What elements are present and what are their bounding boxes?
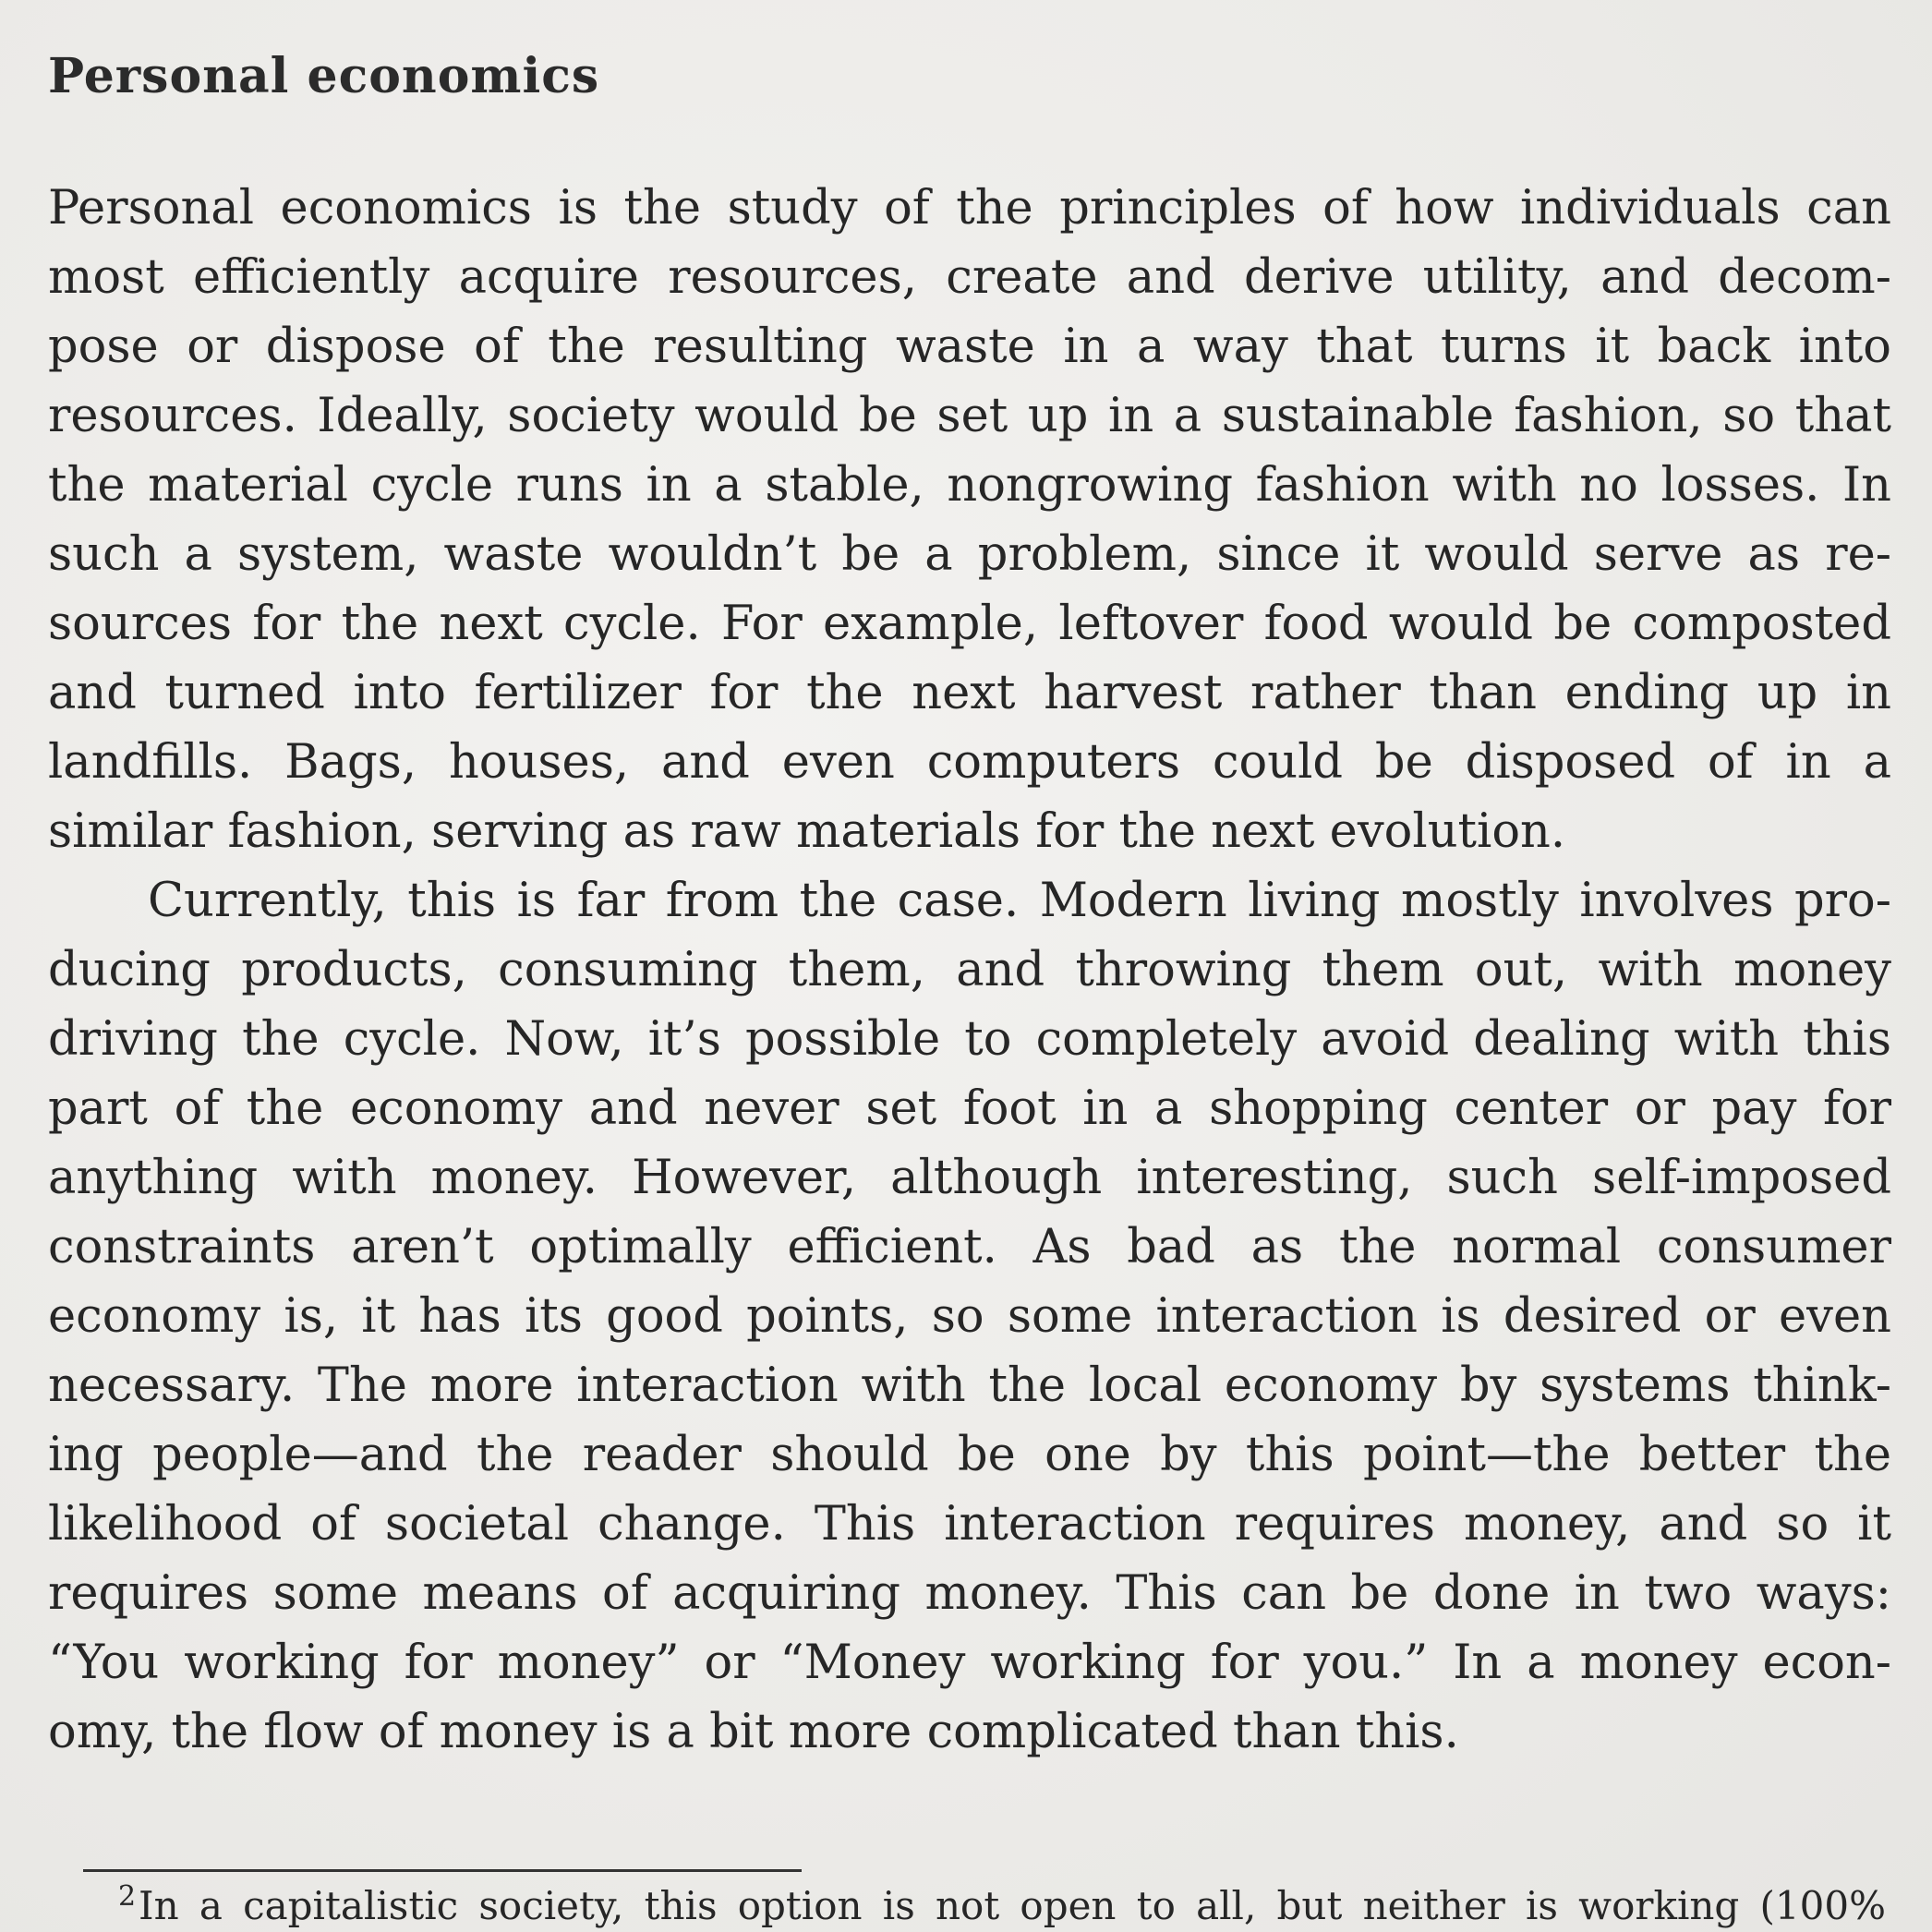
footnote-marker: 2 [118, 1880, 137, 1913]
text-line: most efficiently acquire resources, create and derive utility, and decom- [48, 250, 1891, 305]
paragraph-1 [48, 174, 1891, 866]
text-line: requires some means of acquiring money. This can be done in two ways: [48, 1566, 1891, 1621]
text-line: such a system, waste wouldn’t be a problem, since it would serve as re- [48, 527, 1891, 582]
text-line: part of the economy and never set foot in a shopping center or pay for [48, 1081, 1891, 1136]
text-line: and turned into fertilizer for the next harvest rather than ending up in [48, 666, 1891, 720]
text-line: driving the cycle. Now, it’s possible to completely avoid dealing with this [48, 1012, 1891, 1067]
text-line: similar fashion, serving as raw materials for the next evolution. [48, 804, 1566, 859]
text-line: Personal economics is the study of the principles of how individuals can [48, 181, 1891, 235]
text-line: ing people—and the reader should be one by this point—the better the [48, 1428, 1891, 1482]
text-line: likelihood of societal change. This interaction requires money, and so it [48, 1497, 1891, 1552]
text-line: the material cycle runs in a stable, nongrowing fashion with no losses. In [48, 458, 1891, 513]
text-line: resources. Ideally, society would be set up in a sustainable fashion, so that [48, 389, 1891, 443]
text-line: landfills. Bags, houses, and even computers could be disposed of in a [48, 735, 1891, 790]
text-line: necessary. The more interaction with the local economy by systems think- [48, 1358, 1891, 1413]
footnote-text: In a capitalistic society, this option is not open to all, but neither is working (100% [139, 1883, 1886, 1928]
text-line: anything with money. However, although interesting, such self-imposed [48, 1151, 1891, 1205]
text-line: pose or dispose of the resulting waste in a way that turns it back into [48, 320, 1891, 374]
paragraph-2 [48, 866, 1891, 1767]
body-text [48, 174, 1891, 1767]
section-heading: Personal economics [48, 48, 600, 104]
text-line: economy is, it has its good points, so some interaction is desired or even [48, 1289, 1891, 1344]
text-line: omy, the flow of money is a bit more complicated than this. [48, 1705, 1459, 1759]
footnote-rule [83, 1869, 802, 1872]
text-line: Currently, this is far from the case. Modern living mostly involves pro- [148, 874, 1891, 928]
footnote [118, 1880, 1886, 1932]
text-line: sources for the next cycle. For example, leftover food would be composted [48, 597, 1891, 651]
text-line: ducing products, consuming them, and throwing them out, with money [48, 943, 1891, 997]
text-line: “You working for money” or “Money working for you.” In a money econ- [48, 1636, 1891, 1690]
text-line: constraints aren’t optimally efficient. As bad as the normal consumer [48, 1220, 1891, 1274]
